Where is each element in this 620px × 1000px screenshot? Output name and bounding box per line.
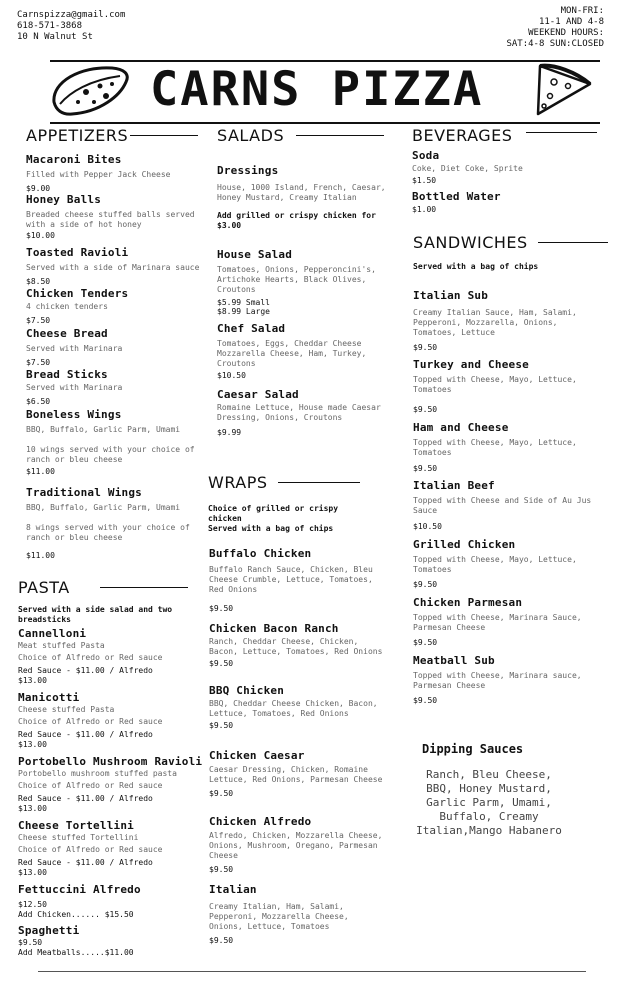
item-choice: Choice of Alfredo or Red sauce	[18, 845, 163, 854]
item-price: $9.50	[413, 405, 438, 414]
salads-heading: SALADS	[217, 126, 285, 145]
item-price: $9.99	[217, 428, 242, 437]
footer-rule	[38, 971, 586, 972]
item-desc: Served with a side of Marinara sauce	[26, 263, 200, 272]
item-desc: Creamy Italian, Ham, Salami, Pepperoni, Mozzarella Cheese, Onions, Lettuce, Tomatoes	[209, 902, 349, 931]
item-addon: Add Meatballs.....$11.00	[18, 948, 134, 957]
contact-phone[interactable]: 618-571-3868	[17, 21, 83, 31]
item-name: Chicken Alfredo	[209, 815, 312, 828]
item-desc: Creamy Italian Sauce, Ham, Salami, Pepperoni, Mozzarella, Onions, Tomatoes, Lettuce	[413, 308, 577, 337]
item-name: Meatball Sub	[413, 654, 495, 667]
beverages-section	[412, 126, 597, 145]
item-name: Buffalo Chicken	[209, 547, 312, 560]
item-name: Bread Sticks	[26, 368, 108, 381]
item-name: Toasted Ravioli	[26, 246, 129, 259]
sandwiches-section	[413, 233, 608, 272]
hours-line: 11-1 AND 4-8	[538, 17, 604, 27]
pizza-slice-icon	[524, 62, 594, 120]
item-name: Chicken Tenders	[26, 287, 129, 300]
contact-email[interactable]: Carnspizza@gmail.com	[17, 10, 126, 20]
item-price: $11.00	[26, 467, 55, 476]
sandwiches-heading: SANDWICHES	[413, 233, 528, 252]
menu-item	[18, 924, 208, 957]
menu-item	[413, 596, 593, 654]
item-price: $7.50	[26, 316, 51, 325]
appetizers-heading: APPETIZERS	[26, 126, 129, 145]
item-name: Spaghetti	[18, 924, 80, 937]
item-name: Boneless Wings	[26, 408, 122, 421]
item-price: $9.50	[413, 696, 438, 705]
menu-item	[26, 246, 216, 287]
item-choice: Choice of Alfredo or Red sauce	[18, 653, 163, 662]
item-desc: Topped with Cheese, Mayo, Lettuce, Tomatoes	[413, 555, 577, 574]
item-choice: Choice of Alfredo or Red sauce	[18, 781, 163, 790]
item-name: Cheese Tortellini	[18, 819, 134, 832]
item-price: $9.50	[413, 638, 438, 647]
salads-note: Add grilled or crispy chicken for $3.00	[217, 211, 376, 230]
item-desc: Meat stuffed Pasta	[18, 641, 105, 650]
item-price: $9.50	[209, 659, 234, 668]
hours-line: WEEKEND HOURS:	[528, 28, 604, 38]
menu-item	[412, 190, 597, 214]
item-addon: Add Chicken...... $15.50	[18, 910, 134, 919]
item-desc: Topped with Cheese, Mayo, Lettuce, Tomatoes	[413, 438, 577, 457]
pasta-note: Served with a side salad and two breadsticks	[18, 605, 173, 624]
item-name: Chicken Bacon Ranch	[209, 622, 339, 635]
hours-line: SAT:4-8 SUN:CLOSED	[506, 39, 604, 49]
hours-info	[506, 6, 604, 50]
item-price: $10.50	[217, 371, 246, 380]
menu-item	[217, 248, 395, 322]
item-price: $9.50	[209, 789, 234, 798]
beverages-heading: BEVERAGES	[412, 126, 513, 145]
item-name: House Salad	[217, 248, 293, 261]
item-desc: BBQ, Cheddar Cheese Chicken, Bacon, Lettuce, Tomatoes, Red Onions	[209, 699, 378, 718]
item-name: Macaroni Bites	[26, 153, 122, 166]
menu-item	[26, 193, 216, 246]
menu-item	[413, 654, 593, 705]
item-desc: BBQ, Buffalo, Garlic Parm, Umami	[26, 503, 181, 512]
appetizers-items	[26, 153, 216, 560]
item-name: Cheese Bread	[26, 327, 108, 340]
item-price: $10.00	[26, 231, 55, 240]
item-price: $9.50	[18, 938, 43, 947]
menu-item	[26, 153, 216, 193]
item-desc: Topped with Cheese, Marinara Sauce, Parmesan Cheese	[413, 613, 582, 632]
item-desc: Breaded cheese stuffed balls served with a side of hot honey	[26, 210, 195, 229]
item-desc: Coke, Diet Coke, Sprite	[412, 164, 523, 173]
item-price: $6.50	[26, 397, 51, 406]
item-name: Soda	[412, 149, 440, 162]
item-desc: BBQ, Buffalo, Garlic Parm, Umami	[26, 425, 181, 434]
item-price: $9.50	[413, 580, 438, 589]
pasta-heading: PASTA	[18, 578, 70, 597]
item-desc: 4 chicken tenders	[26, 302, 108, 311]
menu-item	[413, 479, 593, 538]
item-desc: Served with Marinara	[26, 344, 123, 353]
item-name: Italian Beef	[413, 479, 495, 492]
wraps-section	[208, 473, 388, 534]
item-name: Italian Sub	[413, 289, 489, 302]
hours-line: MON-FRI:	[560, 6, 604, 16]
item-price: $10.50	[413, 522, 442, 531]
item-name: Grilled Chicken	[413, 538, 516, 551]
item-price: $9.50	[209, 936, 234, 945]
menu-item	[413, 289, 593, 358]
menu-item	[209, 547, 384, 622]
item-price: $9.50	[209, 604, 234, 613]
menu-item	[18, 819, 208, 883]
menu-item	[413, 538, 593, 596]
item-desc: Buffalo Ranch Sauce, Chicken, Bleu Cheese Crumble, Lettuce, Tomatoes, Red Onions	[209, 565, 373, 594]
item-price: $1.50	[412, 176, 437, 185]
heading-rule	[526, 132, 597, 133]
dressings-desc: House, 1000 Island, French, Caesar, Honey Mustard, Creamy Italian	[217, 183, 386, 202]
menu-item	[18, 627, 208, 691]
item-name: Bottled Water	[412, 190, 501, 203]
menu-item	[412, 149, 597, 190]
heading-rule	[538, 242, 608, 243]
dipping-sauces-heading: Dipping Sauces	[422, 742, 524, 756]
item-desc: Cheese stuffed Tortellini	[18, 833, 139, 842]
dressings-name: Dressings	[217, 164, 279, 177]
wraps-note: Served with a bag of chips	[208, 524, 334, 533]
sandwiches-note: Served with a bag of chips	[413, 262, 539, 271]
item-desc: Alfredo, Chicken, Mozzarella Cheese, Onions, Mushroom, Oregano, Parmesan Cheese	[209, 831, 383, 860]
heading-rule	[100, 587, 188, 588]
item-name: Turkey and Cheese	[413, 358, 529, 371]
dipping-sauces-list: Ranch, Bleu Cheese, BBQ, Honey Mustard, Garlic Parm, Umami, Buffalo, Creamy Italian,Mango Habanero	[416, 768, 562, 837]
menu-item	[209, 684, 384, 749]
item-desc: Tomatoes, Eggs, Cheddar Cheese Mozzarella Cheese, Ham, Turkey, Croutons	[217, 339, 367, 368]
item-price: $9.50	[209, 721, 234, 730]
menu-item	[26, 408, 216, 486]
item-desc: 10 wings served with your choice of ranch or bleu cheese	[26, 445, 195, 464]
menu-item	[26, 327, 216, 368]
item-price: $9.00	[26, 184, 51, 193]
item-price: $11.00	[26, 551, 55, 560]
item-name: Fettuccini Alfredo	[18, 883, 141, 896]
menu-item	[217, 388, 395, 437]
item-price: Red Sauce - $11.00 / Alfredo $13.00	[18, 730, 153, 749]
menu-item	[18, 691, 208, 755]
contact-info	[17, 10, 125, 43]
item-price: Red Sauce - $11.00 / Alfredo $13.00	[18, 858, 153, 877]
menu-item	[413, 421, 593, 479]
item-desc: Tomatoes, Onions, Pepperoncini's, Artichoke Hearts, Black Olives, Croutons	[217, 265, 376, 294]
page-title: CARNS PIZZA	[150, 62, 484, 117]
item-name: Honey Balls	[26, 193, 102, 206]
item-desc: Caesar Dressing, Chicken, Romaine Lettuce, Red Onions, Parmesan Cheese	[209, 765, 383, 784]
item-desc: 8 wings served with your choice of ranch or bleu cheese	[26, 523, 190, 542]
menu-item	[18, 755, 208, 819]
item-desc: Portobello mushroom stuffed pasta	[18, 769, 177, 778]
item-choice: Choice of Alfredo or Red sauce	[18, 717, 163, 726]
wraps-heading: WRAPS	[208, 473, 268, 492]
sandwiches-items	[413, 289, 593, 705]
item-price: $12.50	[18, 900, 47, 909]
item-price: Red Sauce - $11.00 / Alfredo $13.00	[18, 666, 153, 685]
item-name: Chicken Caesar	[209, 749, 305, 762]
item-name: Chicken Parmesan	[413, 596, 523, 609]
item-price: $9.50	[413, 343, 438, 352]
calzone-icon	[50, 62, 132, 118]
item-name: BBQ Chicken	[209, 684, 285, 697]
heading-rule	[296, 135, 384, 136]
item-name: Chef Salad	[217, 322, 286, 335]
item-desc: Topped with Cheese, Mayo, Lettuce, Tomatoes	[413, 375, 577, 394]
item-price: $5.99 Small	[217, 298, 270, 307]
item-price: $8.50	[26, 277, 51, 286]
item-name: Manicotti	[18, 691, 80, 704]
wraps-note: Choice of grilled or crispy chicken	[208, 504, 339, 523]
menu-item	[209, 622, 384, 684]
item-name: Cannelloni	[18, 627, 87, 640]
item-price: $9.50	[209, 865, 234, 874]
item-desc: Topped with Cheese, Marinara sauce, Parmesan Cheese	[413, 671, 582, 690]
item-name: Ham and Cheese	[413, 421, 509, 434]
pasta-items	[18, 627, 208, 957]
item-price: $1.00	[412, 205, 437, 214]
item-name: Portobello Mushroom Ravioli	[18, 755, 203, 768]
item-price: Red Sauce - $11.00 / Alfredo $13.00	[18, 794, 153, 813]
beverages-items	[412, 149, 597, 214]
item-desc: Topped with Cheese and Side of Au Jus Sauce	[413, 496, 592, 515]
menu-item	[18, 883, 208, 924]
item-desc: Ranch, Cheddar Cheese, Chicken, Bacon, Lettuce, Tomatoes, Red Onions	[209, 637, 383, 656]
menu-item	[26, 486, 216, 560]
menu-item	[26, 287, 216, 327]
item-price: $7.50	[26, 358, 51, 367]
item-desc: Cheese stuffed Pasta	[18, 705, 115, 714]
pasta-section	[18, 578, 208, 625]
appetizers-section	[26, 126, 211, 145]
item-desc: Romaine Lettuce, House made Caesar Dressing, Onions, Croutons	[217, 403, 381, 422]
salads-items	[217, 164, 395, 437]
salads-section	[217, 126, 397, 145]
contact-address: 10 N Walnut St	[17, 32, 93, 42]
heading-rule	[130, 135, 198, 136]
item-name: Traditional Wings	[26, 486, 142, 499]
wraps-items	[209, 547, 384, 945]
item-name: Caesar Salad	[217, 388, 299, 401]
menu-item	[209, 883, 384, 945]
heading-rule	[278, 482, 360, 483]
item-price: $9.50	[413, 464, 438, 473]
item-desc: Filled with Pepper Jack Cheese	[26, 170, 171, 179]
menu-item	[413, 358, 593, 421]
menu-item	[209, 749, 384, 815]
menu-item	[209, 815, 384, 883]
item-name: Italian	[209, 883, 257, 896]
item-desc: Served with Marinara	[26, 383, 123, 392]
menu-item	[26, 368, 216, 408]
item-price: $8.99 Large	[217, 307, 270, 316]
menu-item	[217, 322, 395, 388]
